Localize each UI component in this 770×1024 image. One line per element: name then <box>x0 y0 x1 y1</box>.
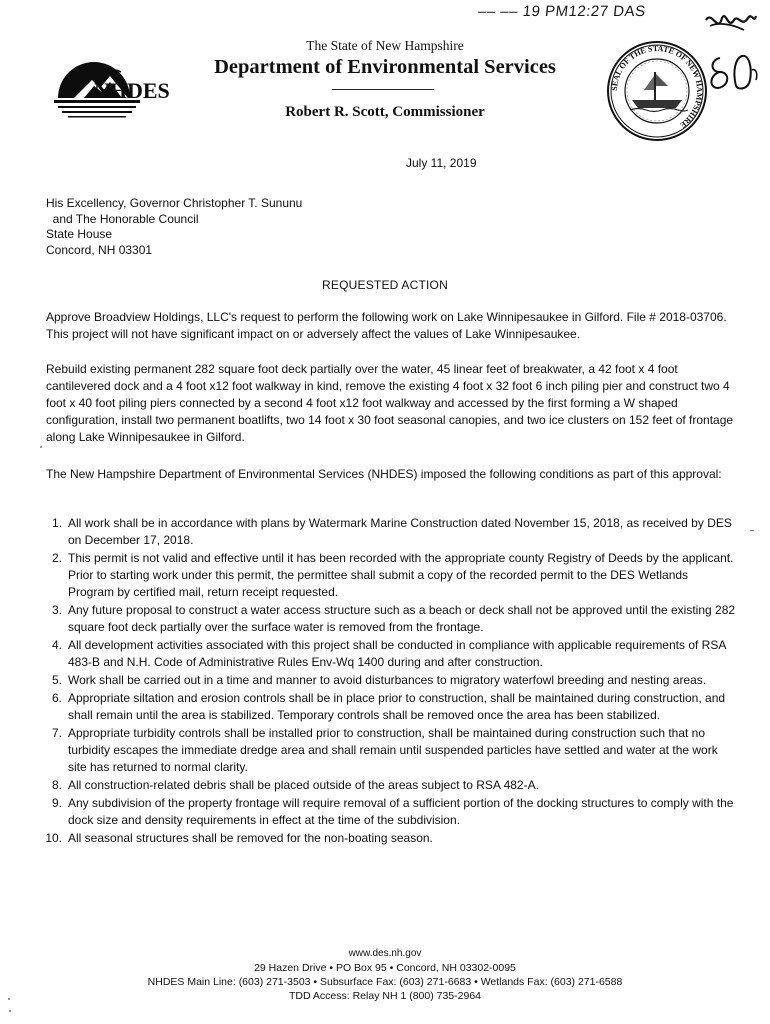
condition-number: 7. <box>51 726 62 740</box>
condition-text: Any subdivision of the property frontage will require removal of a sufficient portion of the docking structures to comply with the dock size and density requirements in effect at the time of the subdivision. <box>68 796 734 827</box>
condition-item <box>46 795 736 829</box>
state-line: The State of New Hampshire <box>306 38 464 53</box>
letter-date: July 11, 2019 <box>406 156 477 170</box>
condition-text: Appropriate siltation and erosion controls shall be in place prior to construction, shall be maintained during construction, and shall remain until the area is stabilized. Temporary controls shall be removed once the area has been stabilized. <box>68 691 726 722</box>
state-seal <box>606 40 708 142</box>
condition-item <box>46 672 736 689</box>
letter-footer <box>0 947 770 1003</box>
addressee-line: His Excellency, Governor Christopher T. Sununu <box>46 196 303 210</box>
condition-item <box>46 690 736 724</box>
department-title: Department of Environmental Services <box>214 56 556 78</box>
condition-text: All work shall be in accordance with plans by Watermark Marine Construction dated November 15, 2018, as received by DES on December 17, 2018. <box>68 516 732 547</box>
footer-website: www.des.nh.gov <box>348 948 422 959</box>
handwritten-mark <box>706 50 762 94</box>
condition-text: All development activities associated with this project shall be conducted in compliance with applicable requirements of RSA 483-B and N.H. Code of Administrative Rules Env-Wq 1400 during and after construction. <box>68 638 726 669</box>
condition-item <box>46 602 736 636</box>
seal-text: SEAL OF THE STATE OF NEW HAMPSHIRE <box>609 43 705 130</box>
condition-item <box>46 777 736 794</box>
condition-item <box>46 725 736 776</box>
condition-number: 9. <box>51 796 62 810</box>
condition-number: 6. <box>51 691 62 705</box>
condition-text: All construction-related debris shall be placed outside of the areas subject to RSA 482-A. <box>68 778 539 792</box>
section-heading: REQUESTED ACTION <box>322 278 448 292</box>
addressee-line: and The Honorable Council <box>46 211 199 226</box>
addressee-block <box>46 196 302 258</box>
scan-speck <box>40 446 42 448</box>
condition-item <box>46 830 736 847</box>
title-divider <box>332 89 434 90</box>
logo-text: NHDES <box>94 78 170 103</box>
condition-number: 2. <box>51 551 62 565</box>
footer-tdd: TDD Access: Relay NH 1 (800) 735-2964 <box>289 990 481 1002</box>
condition-number: 10. <box>45 831 62 845</box>
addressee-line: Concord, NH 03301 <box>46 242 153 257</box>
condition-item <box>46 550 736 601</box>
condition-text: Appropriate turbidity controls shall be installed prior to construction, shall be maintained during construction such that no turbidity escapes the immediate dredge area and shall remain until suspended particles have settled and water at the work site has returned to normal clarity. <box>68 726 718 774</box>
conditions-intro-paragraph: The New Hampshire Department of Environmental Services (NHDES) imposed the following conditions as part of this approval: <box>46 467 722 481</box>
svg-text:SEAL OF THE STATE OF NEW HAMPS <box>610 44 704 130</box>
footer-phones: NHDES Main Line: (603) 271-3503 • Subsurface Fax: (603) 271-6683 • Wetlands Fax: (603) 271-6588 <box>147 976 623 988</box>
commissioner-line: Robert R. Scott, Commissioner <box>285 104 485 120</box>
condition-text: All seasonal structures shall be removed for the non-boating season. <box>68 831 433 845</box>
condition-number: 5. <box>51 673 62 687</box>
scan-speck <box>9 1010 11 1012</box>
addressee-line: State House <box>46 227 113 241</box>
condition-item <box>46 637 736 671</box>
condition-item <box>46 515 736 549</box>
received-stamp: ‒‒ ‒‒ 19 PM12:27 DAS <box>477 3 647 20</box>
footer-address: 29 Hazen Drive • PO Box 95 • Concord, NH 03302-0095 <box>254 962 516 974</box>
condition-text: Work shall be carried out in a time and manner to avoid disturbances to migratory waterfowl breeding and nesting areas. <box>68 673 707 687</box>
condition-number: 1. <box>51 516 62 530</box>
work-description-paragraph: Rebuild existing permanent 282 square foot deck partially over the water, 45 linear feet of breakwater, a 42 foot x 4 foot cantilevered dock and a 4 foot x12 foot walkway in kind, remove the existing 4 foot x 32 foot 6 inch piling pier and construct two 4 foot x 40 foot piling piers connected by a second 4 foot x12 foot walkway and accessed by the first forming a W shaped configuration, install two permanent boatlifts, two 14 foot x 30 foot seasonal canopies, and two ice clusters on 152 feet of frontage along Lake Winnipesaukee in Gilford. <box>46 362 734 444</box>
conditions-list <box>46 515 736 848</box>
request-paragraph: Approve Broadview Holdings, LLC's request to perform the following work on Lake Winnipesaukee in Gilford. File # 2018-03706. This project will not have significant impact on or adversely affect the values of Lake Winnipesaukee. <box>46 310 727 341</box>
condition-text: This permit is not valid and effective until it has been recorded with the appropriate county Registry of Deeds by the applicant. Prior to starting work under this permit, the permittee shall submit a copy of the recorded permit to the DES Wetlands Program by certified mail, return receipt requested. <box>68 551 734 599</box>
condition-number: 3. <box>51 603 62 617</box>
condition-number: 4. <box>51 638 62 652</box>
condition-text: Any future proposal to construct a water access structure such as a beach or deck shall not be approved until the existing 282 square foot deck partially over the surface water is removed from the frontage. <box>68 603 736 634</box>
scan-speck <box>750 530 754 531</box>
condition-number: 8. <box>51 778 62 792</box>
